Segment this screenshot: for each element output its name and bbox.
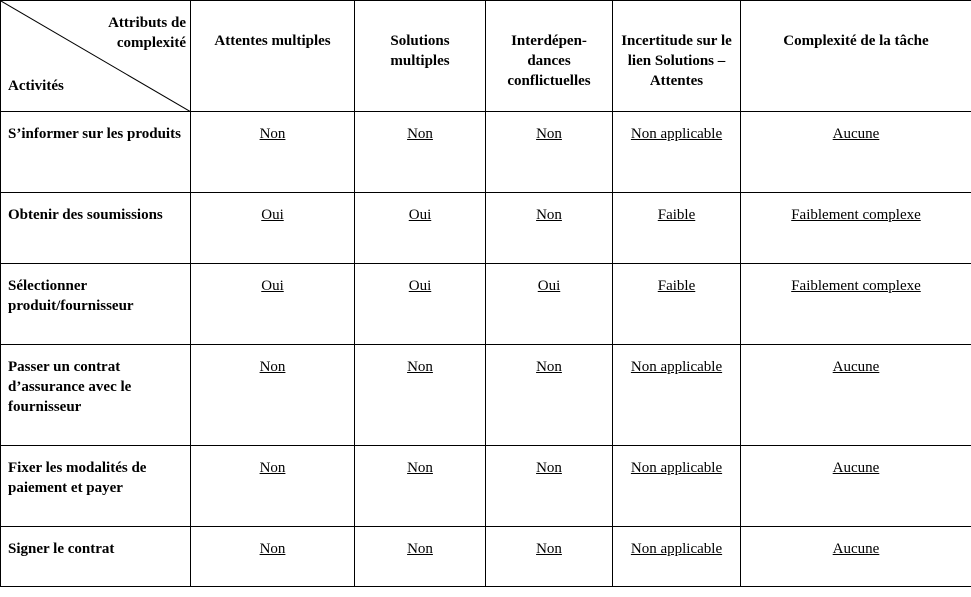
column-header: Attentes multiples	[191, 1, 355, 112]
column-header: Incertitude sur le lien Solutions –Attentes	[613, 1, 741, 112]
table-cell: Non	[486, 345, 613, 446]
table-cell: Non	[355, 527, 486, 587]
table-cell: Non applicable	[613, 112, 741, 193]
table-cell: Oui	[486, 264, 613, 345]
column-header: Solutions multiples	[355, 1, 486, 112]
row-activity: S’informer sur les produits	[1, 112, 191, 193]
table-cell: Oui	[355, 193, 486, 264]
table-cell: Non	[486, 446, 613, 527]
table-cell: Aucune	[741, 527, 971, 587]
table-row	[1, 345, 971, 446]
attributes-label: Attributs de complexité	[108, 15, 186, 51]
table-cell: Non	[486, 527, 613, 587]
table-cell: Non	[191, 345, 355, 446]
row-activity: Fixer les modalités de paiement et payer	[1, 446, 191, 527]
table-row	[1, 112, 971, 193]
table-cell: Non	[191, 446, 355, 527]
table-row	[1, 264, 971, 345]
table-cell: Non	[355, 112, 486, 193]
header-row	[1, 1, 971, 112]
table-cell: Faible	[613, 264, 741, 345]
table-row	[1, 527, 971, 587]
row-activity: Signer le contrat	[1, 527, 191, 587]
table-cell: Faible	[613, 193, 741, 264]
table-cell: Faiblement complexe	[741, 264, 971, 345]
column-header: Complexité de la tâche	[741, 1, 971, 112]
table-cell: Oui	[191, 193, 355, 264]
table-cell: Non	[355, 345, 486, 446]
table-cell: Non applicable	[613, 446, 741, 527]
table-cell: Non	[486, 112, 613, 193]
table-row	[1, 193, 971, 264]
corner-header-cell	[1, 1, 191, 112]
table-row	[1, 446, 971, 527]
table-cell: Oui	[191, 264, 355, 345]
table-cell: Non	[191, 527, 355, 587]
table-cell: Non applicable	[613, 527, 741, 587]
table-cell: Oui	[355, 264, 486, 345]
column-header: Interdépen-dances conflictuelles	[486, 1, 613, 112]
row-activity: Obtenir des soumissions	[1, 193, 191, 264]
row-activity: Passer un contrat d’assurance avec le fournisseur	[1, 345, 191, 446]
table-cell: Non	[486, 193, 613, 264]
table-cell: Faiblement complexe	[741, 193, 971, 264]
row-activity: Sélectionner produit/fournisseur	[1, 264, 191, 345]
table-cell: Non	[355, 446, 486, 527]
table-cell: Non	[191, 112, 355, 193]
table-cell: Aucune	[741, 112, 971, 193]
table-cell: Aucune	[741, 446, 971, 527]
activities-label: Activités	[8, 78, 64, 94]
table-cell: Non applicable	[613, 345, 741, 446]
table-cell: Aucune	[741, 345, 971, 446]
